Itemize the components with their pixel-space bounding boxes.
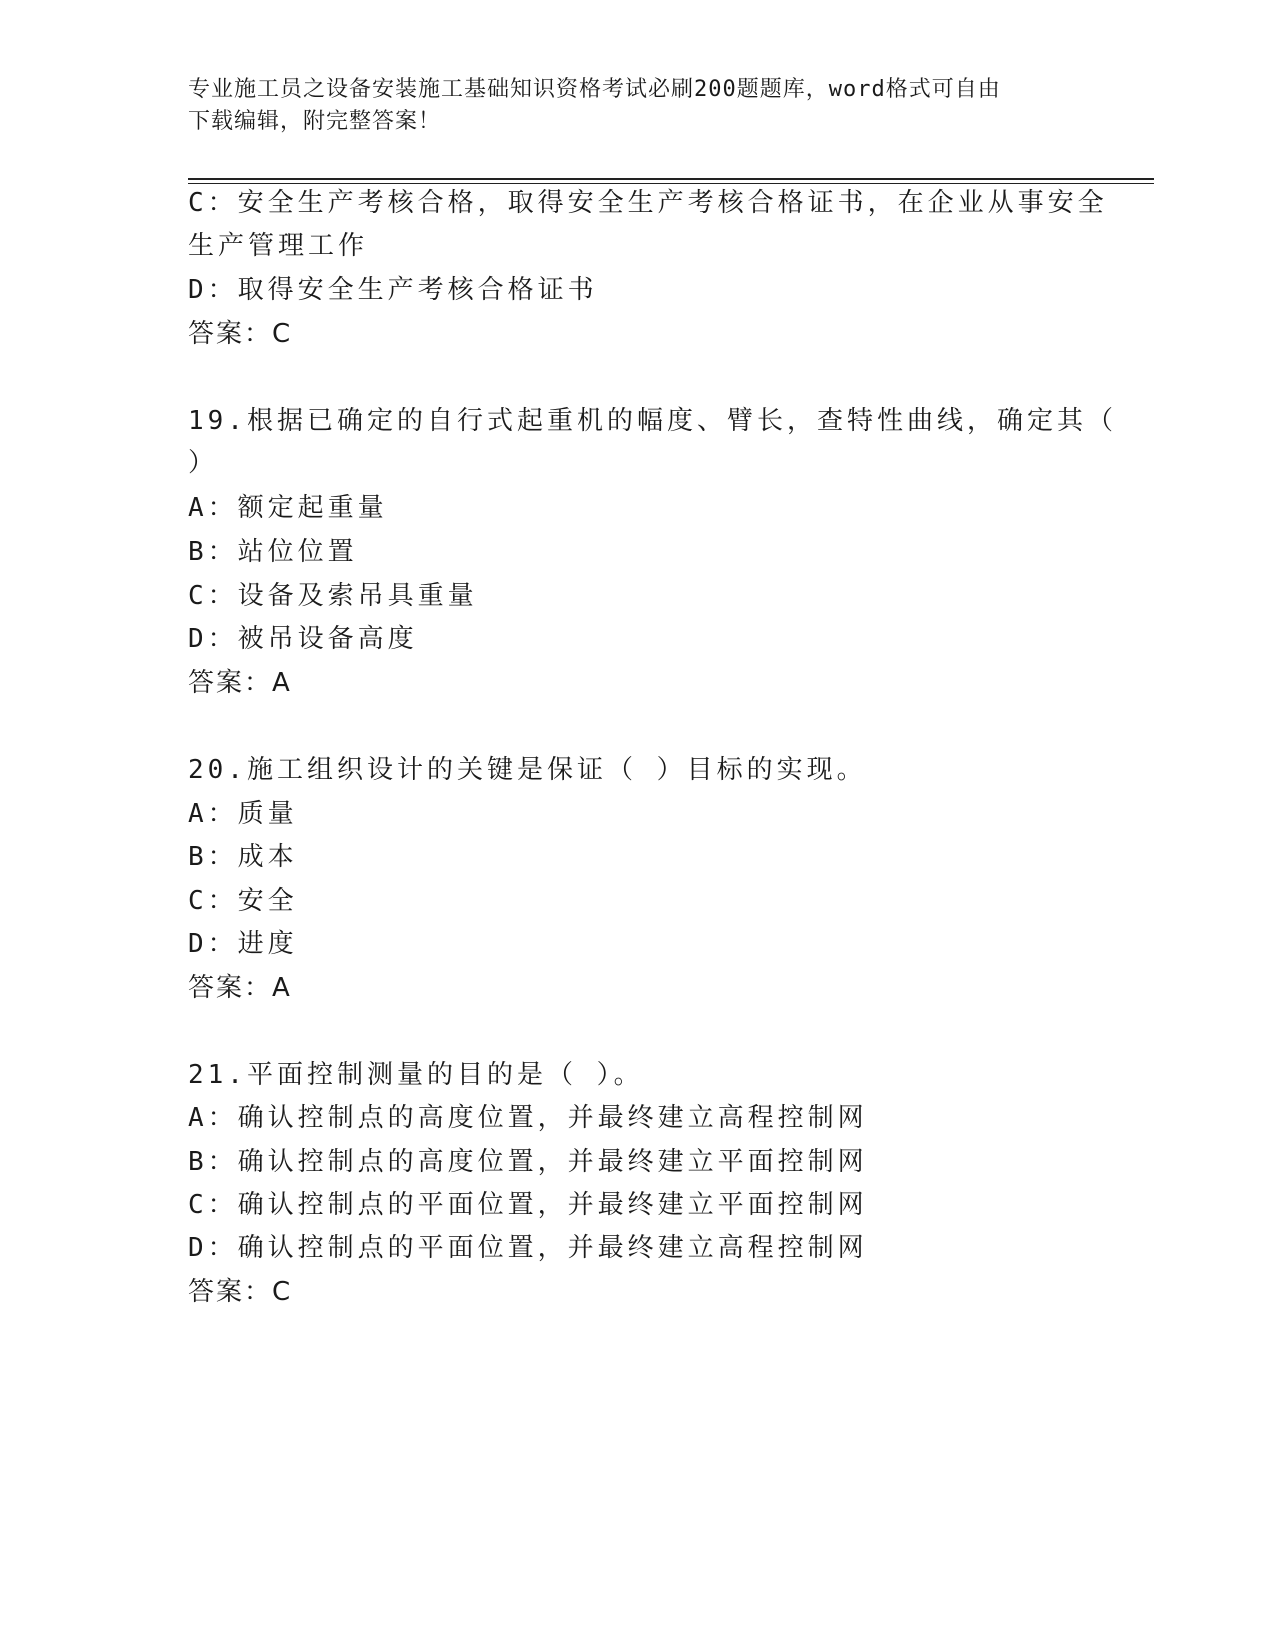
q19-option-d: D：被吊设备高度 <box>188 624 418 654</box>
q19-option-b: B：站位位置 <box>188 537 358 567</box>
q21-option-a: A：确认控制点的高度位置，并最终建立高程控制网 <box>188 1103 868 1133</box>
q20-option-a: A：质量 <box>188 799 298 829</box>
header-line-1: 专业施工员之设备安装施工基础知识资格考试必刷200题题库，word格式可自由 <box>188 77 1001 102</box>
q19-question-line-2: ） <box>188 448 219 478</box>
document-header <box>188 74 1068 138</box>
q21-answer: 答案：C <box>188 1277 293 1307</box>
header-divider-thin <box>188 183 1154 184</box>
q21-option-c: C：确认控制点的平面位置，并最终建立平面控制网 <box>188 1190 868 1220</box>
q21-option-b: B：确认控制点的高度位置，并最终建立平面控制网 <box>188 1147 868 1177</box>
q20-option-c: C：安全 <box>188 886 298 916</box>
header-divider-thick <box>188 178 1154 180</box>
q20-answer: 答案：A <box>188 973 292 1003</box>
header-line-2: 下载编辑，附完整答案！ <box>188 109 442 134</box>
q19-question-line-1: 19.根据已确定的自行式起重机的幅度、臂长，查特性曲线，确定其（ <box>188 406 1117 436</box>
q21-option-d: D：确认控制点的平面位置，并最终建立高程控制网 <box>188 1233 868 1263</box>
q19-answer: 答案：A <box>188 668 292 698</box>
q18-option-c-line-1: C：安全生产考核合格，取得安全生产考核合格证书，在企业从事安全 <box>188 188 1108 218</box>
q18-option-d: D：取得安全生产考核合格证书 <box>188 275 598 305</box>
q20-option-b: B：成本 <box>188 842 298 872</box>
q19-option-c: C：设备及索吊具重量 <box>188 581 478 611</box>
q18-answer: 答案：C <box>188 319 293 349</box>
q20-question: 20.施工组织设计的关键是保证（ ）目标的实现。 <box>188 755 867 785</box>
q21-question: 21.平面控制测量的目的是（ ）。 <box>188 1060 644 1090</box>
q20-option-d: D：进度 <box>188 929 298 959</box>
q18-option-c-line-2: 生产管理工作 <box>188 231 369 261</box>
q19-option-a: A：额定起重量 <box>188 493 388 523</box>
